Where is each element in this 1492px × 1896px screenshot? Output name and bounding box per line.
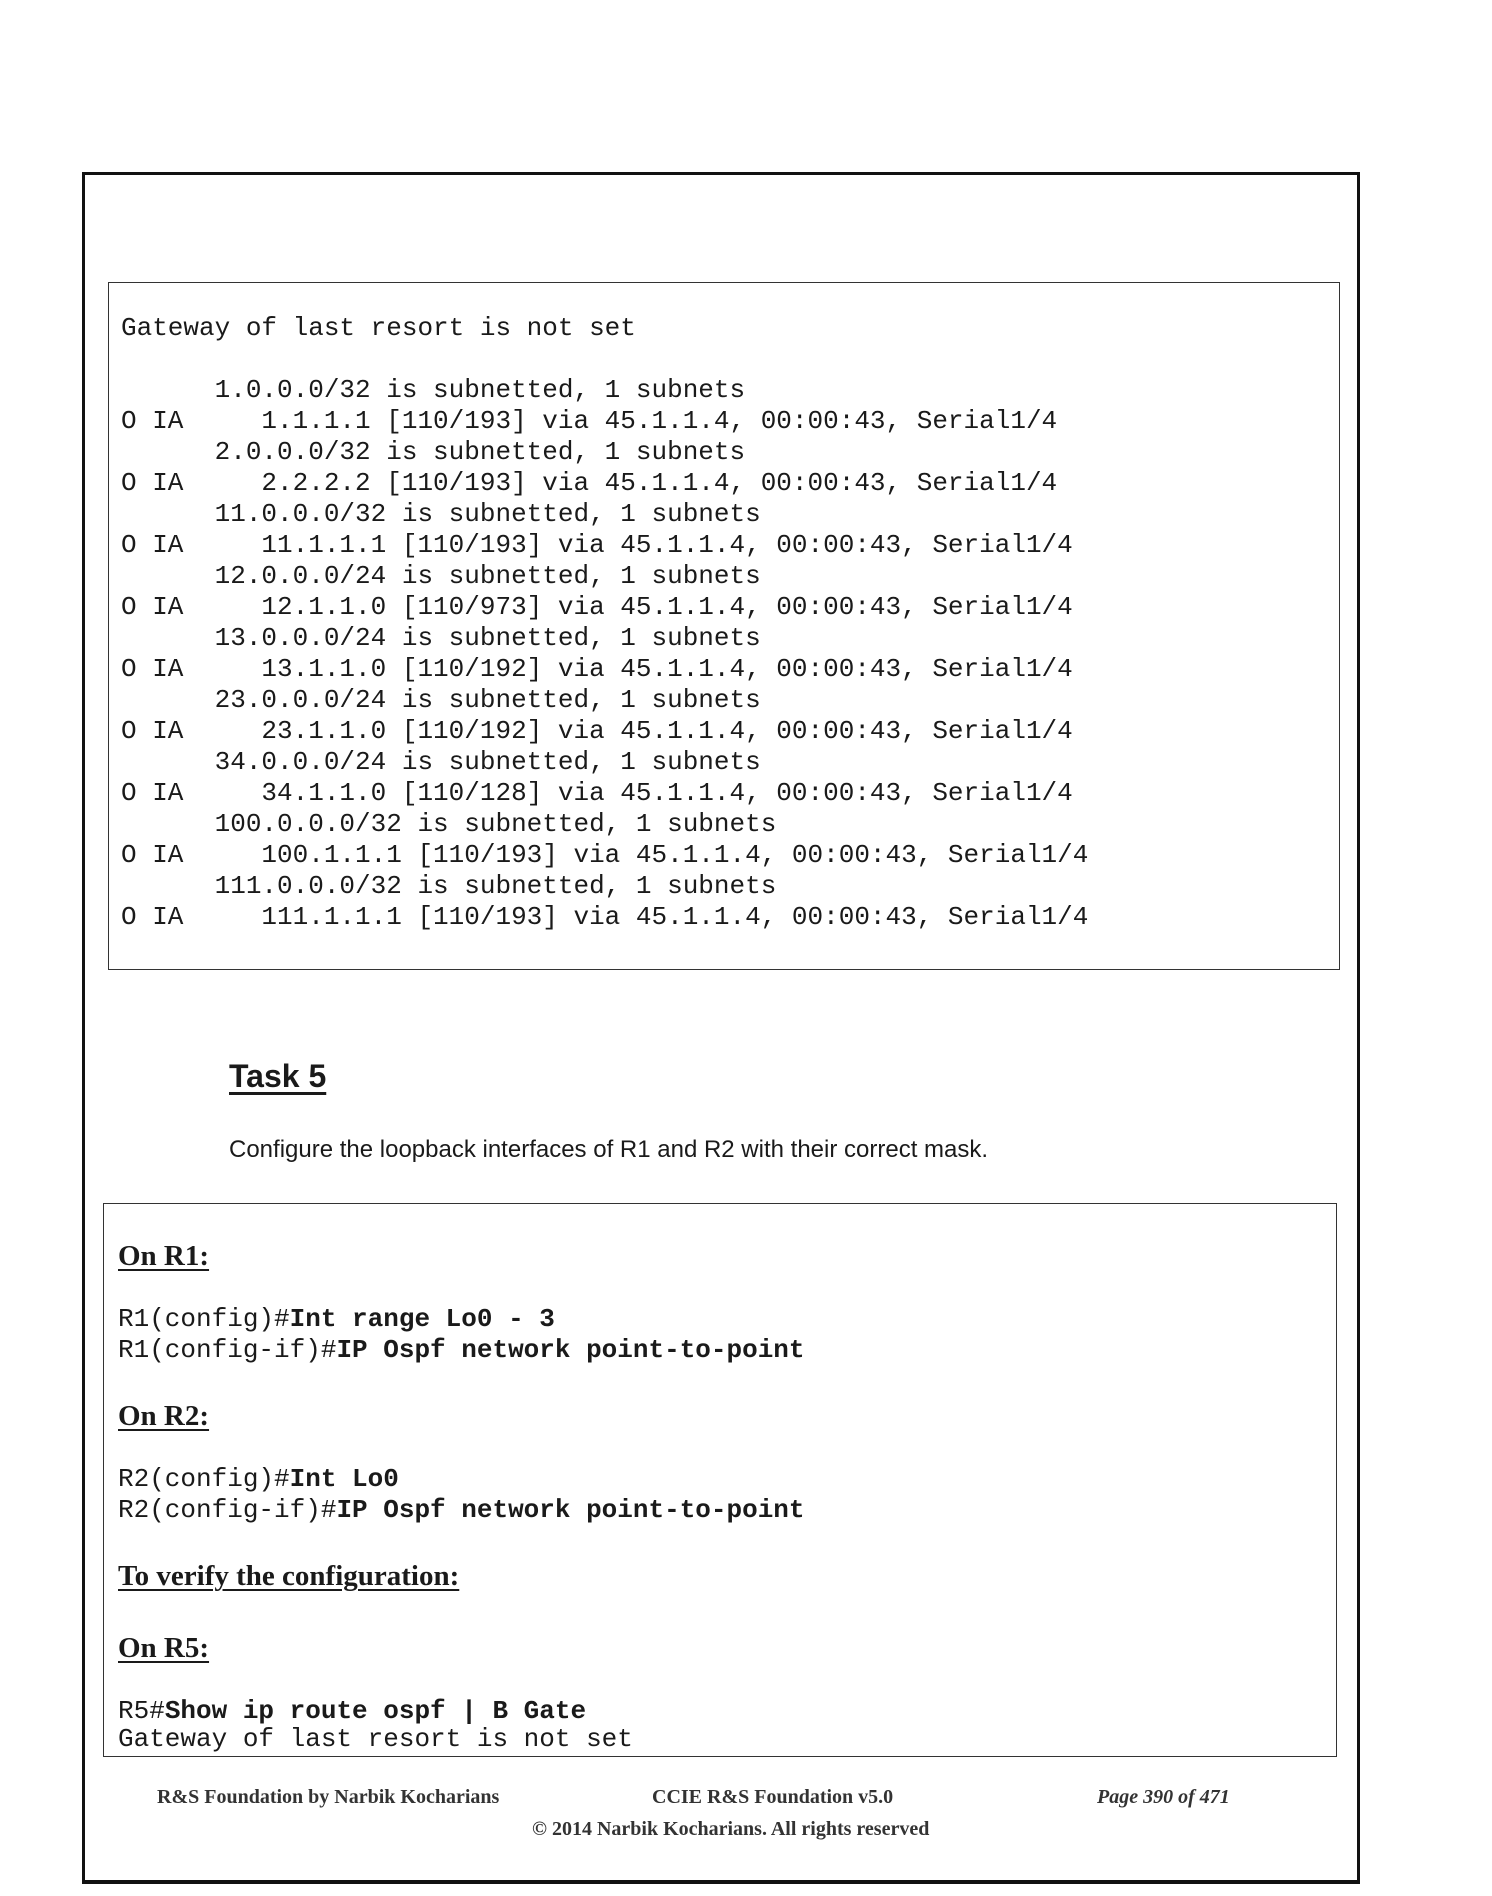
r2-heading: On R2:	[118, 1400, 210, 1432]
subnet-summary: 2.0.0.0/32 is subnetted, 1 subnets	[121, 437, 746, 467]
subnet-summary: 1.0.0.0/32 is subnetted, 1 subnets	[121, 375, 746, 405]
subnet-summary: 100.0.0.0/32 is subnetted, 1 subnets	[121, 809, 777, 839]
r1-command-1	[118, 1304, 555, 1335]
task-heading: Task 5	[229, 1058, 327, 1094]
subnet-summary: 13.0.0.0/24 is subnetted, 1 subnets	[121, 623, 761, 653]
r2-command-1	[118, 1464, 399, 1495]
config-box	[103, 1203, 1337, 1757]
r1-heading: On R1:	[118, 1240, 210, 1272]
prompt: R1(config-if)#	[118, 1335, 337, 1365]
route-entry: O IA 23.1.1.0 [110/192] via 45.1.1.4, 00:00:43, Serial1/4	[121, 716, 1073, 746]
r5-command	[118, 1696, 586, 1727]
route-output-box	[108, 282, 1340, 970]
command: Show ip route ospf | B Gate	[164, 1696, 587, 1726]
verify-heading: To verify the configuration:	[118, 1560, 460, 1592]
gateway-line: Gateway of last resort is not set	[121, 313, 636, 343]
prompt: R2(config-if)#	[118, 1495, 337, 1525]
subnet-summary: 11.0.0.0/32 is subnetted, 1 subnets	[121, 499, 761, 529]
subnet-summary: 23.0.0.0/24 is subnetted, 1 subnets	[121, 685, 761, 715]
footer-title: CCIE R&S Foundation v5.0	[652, 1786, 894, 1808]
route-table-lines	[121, 375, 1088, 933]
route-entry: O IA 100.1.1.1 [110/193] via 45.1.1.4, 00:00:43, Serial1/4	[121, 840, 1089, 870]
prompt: R2(config)#	[118, 1464, 290, 1494]
subnet-summary: 111.0.0.0/32 is subnetted, 1 subnets	[121, 871, 777, 901]
command: Int Lo0	[289, 1464, 399, 1494]
route-entry: O IA 111.1.1.1 [110/193] via 45.1.1.4, 00:00:43, Serial1/4	[121, 902, 1089, 932]
command: Int range Lo0 - 3	[289, 1304, 555, 1334]
route-entry: O IA 2.2.2.2 [110/193] via 45.1.1.4, 00:00:43, Serial1/4	[121, 468, 1058, 498]
route-entry: O IA 1.1.1.1 [110/193] via 45.1.1.4, 00:00:43, Serial1/4	[121, 406, 1058, 436]
route-entry: O IA 13.1.1.0 [110/192] via 45.1.1.4, 00:00:43, Serial1/4	[121, 654, 1073, 684]
r5-heading: On R5:	[118, 1632, 210, 1664]
subnet-summary: 12.0.0.0/24 is subnetted, 1 subnets	[121, 561, 761, 591]
route-entry: O IA 34.1.1.0 [110/128] via 45.1.1.4, 00:00:43, Serial1/4	[121, 778, 1073, 808]
prompt: R5#	[118, 1696, 165, 1726]
prompt: R1(config)#	[118, 1304, 290, 1334]
route-entry: O IA 12.1.1.0 [110/973] via 45.1.1.4, 00:00:43, Serial1/4	[121, 592, 1073, 622]
r1-command-2	[118, 1335, 805, 1366]
page-number: Page 390 of 471	[1097, 1786, 1230, 1808]
r2-command-2	[118, 1495, 805, 1526]
route-entry: O IA 11.1.1.1 [110/193] via 45.1.1.4, 00:00:43, Serial1/4	[121, 530, 1073, 560]
command: IP Ospf network point-to-point	[336, 1495, 805, 1525]
task-description: Configure the loopback interfaces of R1 and R2 with their correct mask.	[229, 1136, 989, 1163]
footer-copyright: © 2014 Narbik Kocharians. All rights reserved	[532, 1818, 930, 1840]
footer-author: R&S Foundation by Narbik Kocharians	[157, 1786, 500, 1808]
command: IP Ospf network point-to-point	[336, 1335, 805, 1365]
subnet-summary: 34.0.0.0/24 is subnetted, 1 subnets	[121, 747, 761, 777]
r5-output: Gateway of last resort is not set	[118, 1724, 633, 1754]
